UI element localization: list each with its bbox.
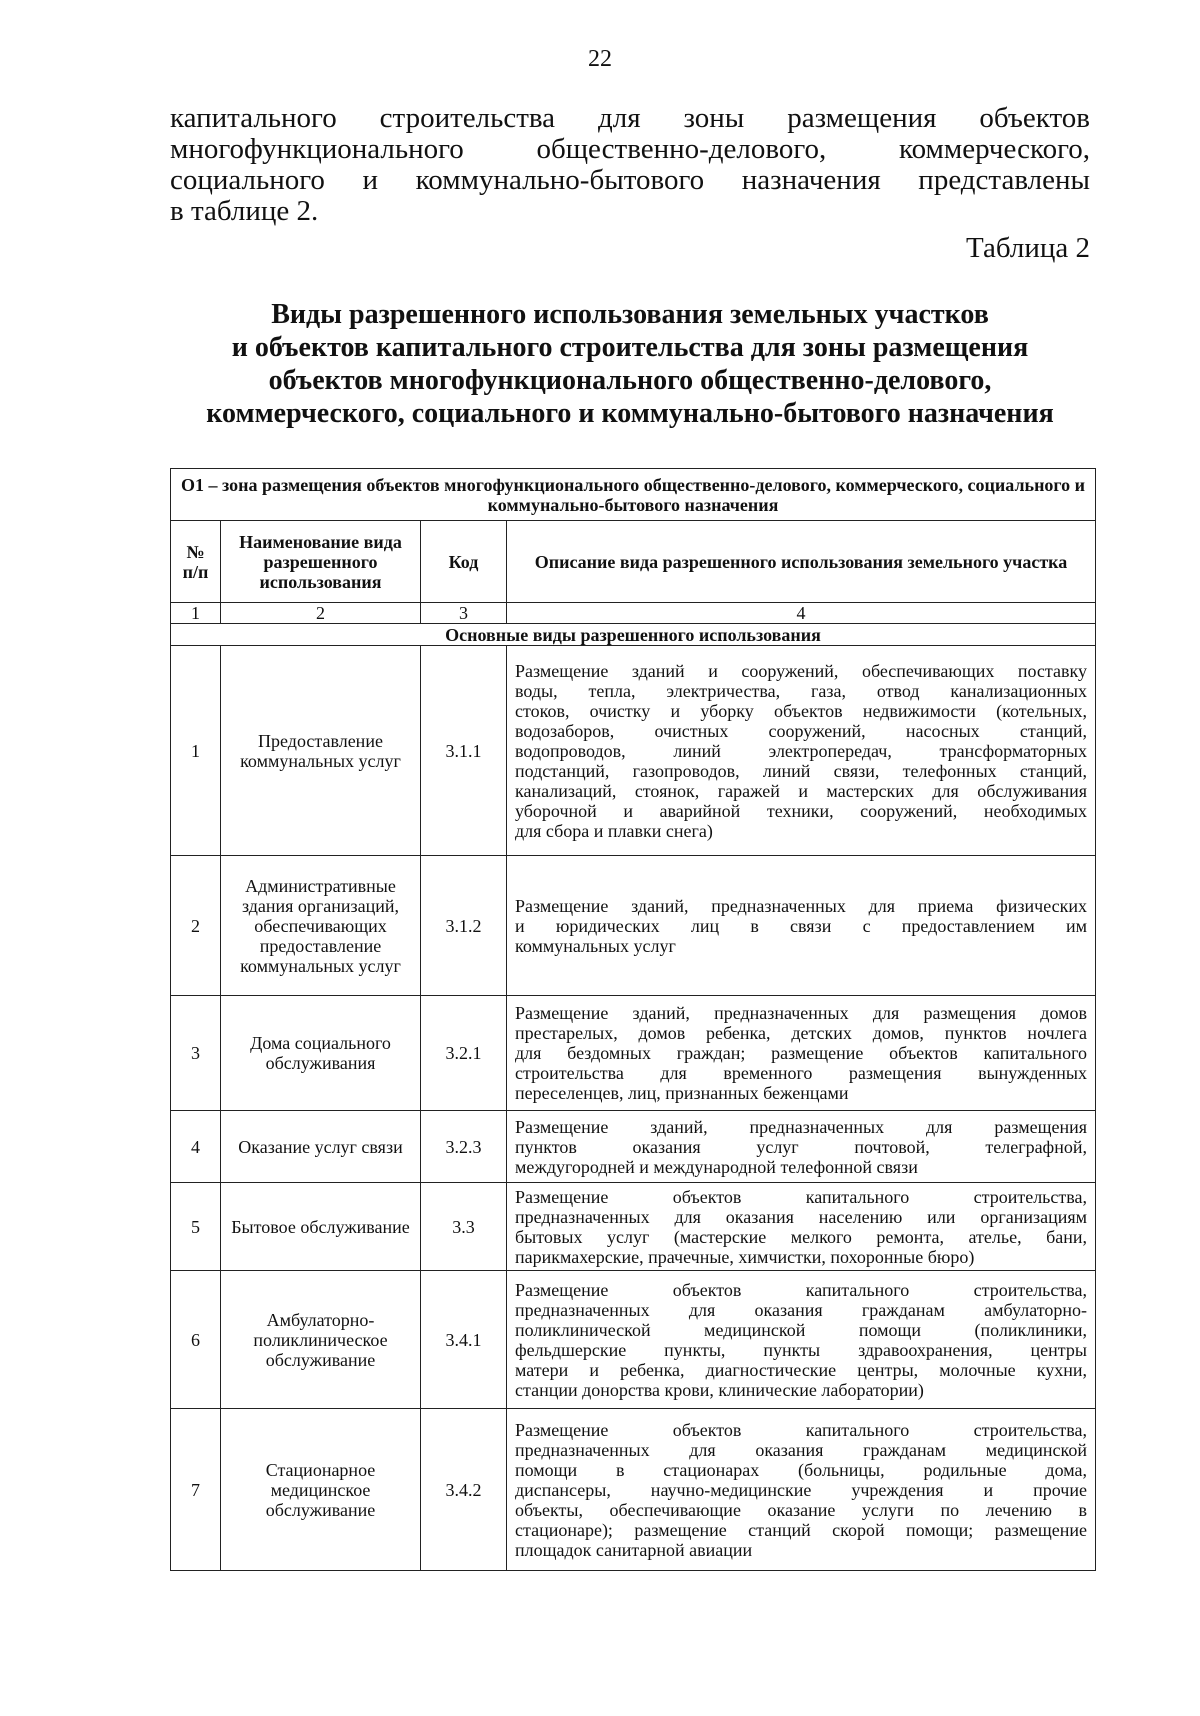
description-line: Размещение объектов капитального строительства, — [515, 1279, 1087, 1300]
description-line: подстанций, газопроводов, линий связи, телефонных станций, — [515, 760, 1087, 781]
description-line: предназначенных для оказания населению или организациям — [515, 1206, 1087, 1227]
table-row — [171, 646, 1096, 856]
row-use-name: Предоставление коммунальных услуг — [221, 646, 421, 856]
column-header-code: Код — [421, 521, 507, 603]
table-row — [171, 996, 1096, 1111]
title-line: Виды разрешенного использования земельных участков — [271, 299, 989, 330]
description-line: переселенцев, лиц, признанных беженцами — [515, 1083, 849, 1103]
description-line: предназначенных для оказания гражданам медицинской — [515, 1439, 1087, 1460]
description-line: престарелых, домов ребенка, детских домов, пунктов ночлега — [515, 1023, 1087, 1043]
row-code: 3.4.2 — [421, 1409, 507, 1571]
description-line: площадок санитарной авиации — [515, 1539, 753, 1560]
row-number: 4 — [171, 1111, 221, 1183]
row-description — [507, 1111, 1096, 1183]
land-use-table — [170, 468, 1096, 1571]
table-row — [171, 1111, 1096, 1183]
description-line: Размещение зданий, предназначенных для размещения — [515, 1116, 1087, 1137]
row-code: 3.1.2 — [421, 856, 507, 996]
zone-header: О1 – зона размещения объектов многофункционального общественно-делового, коммерческого, социального и коммунально-бытового назначения — [171, 469, 1096, 521]
intro-line: социального и коммунально-бытового назначения представлены — [170, 164, 1090, 196]
description-line: междугородней и международной телефонной связи — [515, 1156, 918, 1177]
description-line: водопроводов, линий электропередач, трансформаторных — [515, 740, 1087, 761]
row-description — [507, 1183, 1096, 1271]
description-line: бытовых услуг (мастерские мелкого ремонта, ателье, бани, — [515, 1226, 1087, 1247]
description-line: водозаборов, очистных сооружений, насосных станций, — [515, 720, 1087, 741]
row-use-name: Оказание услуг связи — [221, 1111, 421, 1183]
description-line: стоков, очистку и уборку объектов недвижимости (котельных, — [515, 700, 1087, 721]
row-code: 3.2.1 — [421, 996, 507, 1111]
description-line: Размещение объектов капитального строительства, — [515, 1419, 1087, 1440]
table-row — [171, 1183, 1096, 1271]
description-line: станции донорства крови, клинические лаборатории) — [515, 1379, 924, 1400]
column-index: 1 — [171, 603, 221, 624]
row-number: 2 — [171, 856, 221, 996]
description-line: матери и ребенка, диагностические центры, молочные кухни, — [515, 1359, 1087, 1380]
section-heading: Основные виды разрешенного использования — [171, 624, 1096, 646]
column-header-desc: Описание вида разрешенного использования земельного участка — [507, 521, 1096, 603]
table-caption: Таблица 2 — [965, 232, 1090, 264]
table-body — [171, 646, 1096, 1571]
row-description — [507, 856, 1096, 996]
description-line: воды, тепла, электричества, газа, отвод канализационных — [515, 680, 1087, 701]
column-index: 4 — [507, 603, 1096, 624]
row-description — [507, 646, 1096, 856]
table-row — [171, 1409, 1096, 1571]
description-line: Размещение объектов капитального строительства, — [515, 1186, 1087, 1207]
row-number: 6 — [171, 1271, 221, 1409]
description-line: предназначенных для оказания гражданам амбулаторно- — [515, 1299, 1087, 1320]
table-title — [140, 298, 1120, 430]
row-use-name: Дома социального обслуживания — [221, 996, 421, 1111]
description-line: канализаций, стоянок, гаражей и мастерских для обслуживания — [515, 780, 1087, 801]
description-line: уборочной и аварийной техники, сооружений, необходимых — [515, 800, 1087, 821]
description-line: парикмахерские, прачечные, химчистки, похоронные бюро) — [515, 1246, 975, 1267]
row-code: 3.2.3 — [421, 1111, 507, 1183]
description-line: для сбора и плавки снега) — [515, 820, 713, 841]
column-index: 2 — [221, 603, 421, 624]
description-line: коммунальных услуг — [515, 935, 676, 956]
intro-paragraph — [170, 103, 1090, 227]
title-line: коммерческого, социального и коммунально-бытового назначения — [206, 398, 1054, 429]
intro-line: многофункционального общественно-делового, коммерческого, — [170, 133, 1090, 165]
description-line: стационаре); размещение станций скорой помощи; размещение — [515, 1519, 1087, 1540]
table-row — [171, 1271, 1096, 1409]
description-line: объекты, обеспечивающие оказание услуги по лечению в — [515, 1499, 1087, 1520]
description-line: Размещение зданий и сооружений, обеспечивающих поставку — [515, 660, 1087, 681]
row-code: 3.1.1 — [421, 646, 507, 856]
row-number: 3 — [171, 996, 221, 1111]
title-line: объектов многофункционального общественно-делового, — [268, 365, 992, 396]
row-use-name: Бытовое обслуживание — [221, 1183, 421, 1271]
title-line: и объектов капитального строительства для зоны размещения — [231, 332, 1029, 363]
column-index: 3 — [421, 603, 507, 624]
table-row — [171, 856, 1096, 996]
intro-line: капитального строительства для зоны размещения объектов — [170, 102, 1090, 134]
row-description — [507, 1409, 1096, 1571]
description-line: фельдшерские пункты, пункты здравоохранения, центры — [515, 1339, 1087, 1360]
description-line: Размещение зданий, предназначенных для размещения домов — [515, 1003, 1087, 1023]
description-line: строительства для временного размещения вынужденных — [515, 1063, 1087, 1083]
row-code: 3.4.1 — [421, 1271, 507, 1409]
intro-line: в таблице 2. — [170, 195, 319, 227]
row-number: 1 — [171, 646, 221, 856]
column-header-name: Наименование вида разрешенного использования — [221, 521, 421, 603]
page-number: 22 — [588, 46, 612, 72]
description-line: и юридических лиц в связи с предоставлением им — [515, 915, 1087, 936]
row-code: 3.3 — [421, 1183, 507, 1271]
column-header-num: № п/п — [171, 521, 221, 603]
row-number: 7 — [171, 1409, 221, 1571]
description-line: для бездомных граждан; размещение объектов капитального — [515, 1043, 1087, 1063]
description-line: пунктов оказания услуг почтовой, телеграфной, — [515, 1136, 1087, 1157]
row-description — [507, 1271, 1096, 1409]
description-line: поликлинической медицинской помощи (поликлиники, — [515, 1319, 1087, 1340]
description-line: диспансеры, научно-медицинские учреждения и прочие — [515, 1479, 1087, 1500]
row-use-name: Амбулаторно-поликлиническое обслуживание — [221, 1271, 421, 1409]
row-description — [507, 996, 1096, 1111]
row-use-name: Стационарное медицинское обслуживание — [221, 1409, 421, 1571]
description-line: Размещение зданий, предназначенных для приема физических — [515, 895, 1087, 916]
row-use-name: Административные здания организаций, обеспечивающих предоставление коммунальных услуг — [221, 856, 421, 996]
description-line: помощи в стационарах (больницы, родильные дома, — [515, 1459, 1087, 1480]
row-number: 5 — [171, 1183, 221, 1271]
